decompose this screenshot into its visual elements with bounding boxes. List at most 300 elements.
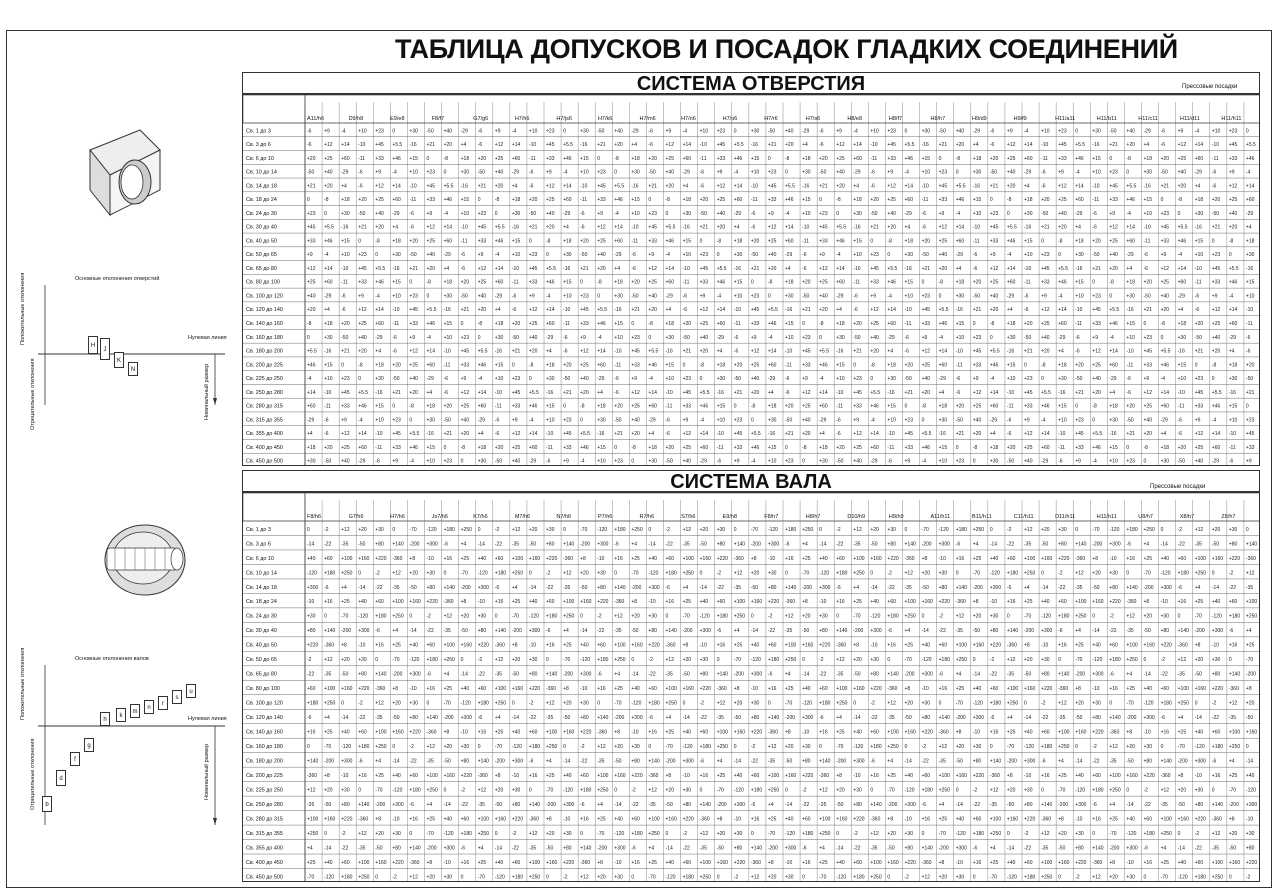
hole-cell-value: +20 xyxy=(802,279,811,286)
shaft-cell-value: +60 xyxy=(1092,773,1101,780)
hole-cell-value: +5.5 xyxy=(1245,142,1256,149)
hole-cell-value: -11 xyxy=(614,362,622,369)
shaft-cell-value: -120 xyxy=(1160,570,1171,577)
shaft-cell-value: -35 xyxy=(648,801,656,808)
hole-cell-value: +33 xyxy=(938,197,948,204)
shaft-cell-value: +25 xyxy=(1075,642,1084,649)
hole-cell-value: +10 xyxy=(853,252,862,259)
shaft-cell-value: -360 xyxy=(836,642,847,649)
shaft-cell-value: -6 xyxy=(972,845,978,852)
shaft-cell-value: -14 xyxy=(341,715,349,722)
shaft-cell-value: +250 xyxy=(648,830,660,837)
hole-cell-value: +40 xyxy=(938,252,948,259)
hole-cell-value: +25 xyxy=(375,197,384,204)
hole-cell-value: +60 xyxy=(870,444,879,451)
shaft-cell-value: 0 xyxy=(528,570,532,577)
shaft-cell-value: +100 xyxy=(375,729,387,736)
shaft-cell-value: +60 xyxy=(1177,555,1187,562)
hole-cell-value: +18 xyxy=(938,403,948,410)
hole-cell-value: 0 xyxy=(426,293,430,300)
shaft-cell-value: +40 xyxy=(665,859,674,866)
hole-cell-value: -10 xyxy=(836,389,844,396)
hole-size-label: Св. 14 до 18 xyxy=(246,183,277,190)
shaft-cell-value: -22 xyxy=(477,671,485,678)
shaft-cell-value: +250 xyxy=(307,830,319,837)
hole-cell-value: -50 xyxy=(1177,458,1185,465)
hole-cell-value: 0 xyxy=(938,293,942,300)
shaft-cell-value: 0 xyxy=(597,700,600,707)
hole-cell-value: -4 xyxy=(716,293,722,300)
hole-cell-value: +21 xyxy=(870,224,879,231)
shaft-cell-value: +12 xyxy=(494,657,504,664)
shaft-cell-value: +20 xyxy=(1211,526,1221,533)
shaft-cell-value: +250 xyxy=(631,526,643,533)
hole-cell-value: +45 xyxy=(767,183,777,190)
hole-cell-value: -11 xyxy=(358,155,366,162)
hole-cell-value: +20 xyxy=(682,320,692,327)
hole-cell-value: -6 xyxy=(580,210,585,217)
shaft-cell-value: +40 xyxy=(580,642,589,649)
hole-cell-value: +40 xyxy=(341,458,350,465)
shaft-cell-value: +250 xyxy=(1177,700,1189,707)
hole-cell-value: +20 xyxy=(785,142,794,149)
hole-cell-value: +12 xyxy=(716,183,726,190)
shaft-cell-value: +80 xyxy=(1143,758,1152,765)
hole-cell-value: -29 xyxy=(460,128,468,135)
shaft-cell-value: -6 xyxy=(1006,584,1012,591)
hole-cell-value: +23 xyxy=(682,376,692,383)
shaft-cell-value: -70 xyxy=(682,613,690,620)
shaft-cell-value: +16 xyxy=(580,816,589,823)
hole-cell-value: +18 xyxy=(511,197,521,204)
hole-cell-value: +25 xyxy=(665,155,674,162)
hole-cell-value: +15 xyxy=(767,444,777,451)
hole-cell-value: +20 xyxy=(409,238,418,245)
hole-cell-value: -16 xyxy=(1092,142,1100,149)
hole-cell-value: -29 xyxy=(1143,128,1151,135)
shaft-cell-value: +100 xyxy=(1211,859,1224,866)
hole-cell-value: +46 xyxy=(494,238,504,245)
hole-cell-value: +14 xyxy=(1075,183,1084,190)
shaft-cell-value: +250 xyxy=(528,874,541,881)
shaft-cell-value: -35 xyxy=(1006,671,1015,678)
shaft-cell-value: +60 xyxy=(836,555,845,562)
shaft-cell-value: -200 xyxy=(511,628,522,635)
shaft-cell-value: +30 xyxy=(511,787,521,794)
hole-cell-value: +30 xyxy=(938,417,948,424)
hole-cell-value: -11 xyxy=(341,279,349,286)
shaft-cell-value: +80 xyxy=(938,584,948,591)
shaft-cell-value: -22 xyxy=(358,715,366,722)
hole-cell-value: -29 xyxy=(1126,252,1134,259)
shaft-letter-s: s xyxy=(172,690,182,704)
shaft-cell-value: +300 xyxy=(1126,845,1138,852)
hole-cell-value: 0 xyxy=(1211,376,1215,383)
shaft-cell-value: -120 xyxy=(904,787,915,794)
hole-cell-value: +21 xyxy=(1126,431,1135,438)
hole-size-label: Св. 315 до 355 xyxy=(246,417,283,424)
hole-cell-value: +21 xyxy=(528,224,538,231)
hole-cell-value: -11 xyxy=(1041,155,1048,162)
shaft-cell-value: -22 xyxy=(870,715,878,722)
hole-cell-value: +25 xyxy=(1092,362,1101,369)
hole-cell-value: +9 xyxy=(665,128,672,135)
hole-cell-value: -16 xyxy=(1109,431,1117,438)
shaft-cell-value: +300 xyxy=(443,845,455,852)
hole-cell-value: +14 xyxy=(699,431,709,438)
hole-cell-value: +45 xyxy=(1160,224,1170,231)
hole-cell-value: +20 xyxy=(785,403,794,410)
hole-cell-value: +9 xyxy=(528,293,535,300)
hole-cell-value: +25 xyxy=(477,279,487,286)
hole-cell-value: +12 xyxy=(597,224,606,231)
shaft-cell-value: +250 xyxy=(733,613,746,620)
hole-cell-value: +5.5 xyxy=(785,183,795,190)
shaft-cell-value: +12 xyxy=(426,744,435,751)
shaft-cell-value: +12 xyxy=(1109,744,1118,751)
hole-cell-value: +20 xyxy=(528,348,538,355)
hole-cell-value: +23 xyxy=(460,334,470,341)
hole-cell-value: -10 xyxy=(665,389,673,396)
shaft-cell-value: -35 xyxy=(938,758,946,765)
shaft-cell-value: +80 xyxy=(1075,845,1084,852)
hole-cell-value: +20 xyxy=(460,431,470,438)
shaft-cell-value: +250 xyxy=(699,874,711,881)
shaft-cell-value: -70 xyxy=(1109,830,1117,837)
shaft-cell-value: -70 xyxy=(631,570,639,577)
hole-cell-value: +15 xyxy=(460,197,470,204)
hole-cell-value: +14 xyxy=(1058,307,1067,314)
shaft-cell-value: -35 xyxy=(767,758,776,765)
shaft-cell-value: +80 xyxy=(580,715,589,722)
hole-cell-value: +9 xyxy=(1075,458,1081,465)
hole-cell-value: -50 xyxy=(1211,210,1220,217)
hole-cell-value: -29 xyxy=(426,376,434,383)
hole-cell-value: -6 xyxy=(631,265,636,272)
hole-cell-value: +18 xyxy=(1075,238,1084,245)
hole-cell-value: +20 xyxy=(1126,142,1135,149)
hole-cell-value: +20 xyxy=(358,197,367,204)
hole-cell-value: +21 xyxy=(1143,307,1152,314)
shaft-cell-value: 0 xyxy=(1006,613,1010,620)
hole-cell-value: +15 xyxy=(733,279,743,286)
shaft-cell-value: +4 xyxy=(1075,628,1081,635)
shaft-cell-value: +160 xyxy=(682,686,694,693)
shaft-cell-value: +40 xyxy=(1211,599,1221,606)
hole-cell-value: -6 xyxy=(494,431,500,438)
hole-cell-value: +9 xyxy=(1194,417,1201,424)
shaft-cell-value: -35 xyxy=(392,584,400,591)
hole-cell-value: +25 xyxy=(648,279,657,286)
shaft-cell-value: +16 xyxy=(597,686,606,693)
shaft-cell-value: +100 xyxy=(392,599,404,606)
shaft-cell-value: +40 xyxy=(392,773,401,780)
hole-cell-value: -29 xyxy=(443,252,451,259)
hole-cell-value: +46 xyxy=(443,197,453,204)
hole-cell-value: +12 xyxy=(819,265,828,272)
hole-cell-value: +21 xyxy=(819,183,828,190)
shaft-cell-value: -6 xyxy=(836,584,841,591)
shaft-cell-value: -14 xyxy=(648,541,656,548)
shaft-cell-value: 0 xyxy=(1058,874,1061,881)
hole-cell-value: 0 xyxy=(955,169,959,176)
hole-fit-header: H8/h7 xyxy=(930,116,946,122)
shaft-cell-value: -22 xyxy=(972,801,981,808)
hole-cell-value: +4 xyxy=(972,142,979,149)
shaft-cell-value: -360 xyxy=(528,816,539,823)
hole-cell-value: +33 xyxy=(682,403,692,410)
hole-cell-value: +15 xyxy=(972,197,982,204)
hole-cell-value: +14 xyxy=(341,142,350,149)
shaft-cell-value: +60 xyxy=(1160,686,1170,693)
hole-cell-value: 0 xyxy=(324,210,327,217)
hole-cell-value: +4 xyxy=(836,307,842,314)
hole-fit-header: G7/g6 xyxy=(473,116,489,122)
shaft-cell-value: +25 xyxy=(853,599,862,606)
shaft-cell-value: +140 xyxy=(699,801,711,808)
shaft-cell-value: +80 xyxy=(819,628,828,635)
hole-cell-value: -6 xyxy=(682,307,688,314)
shaft-cell-value: +100 xyxy=(785,642,797,649)
hole-cell-value: +10 xyxy=(1194,252,1204,259)
hole-cell-value: +60 xyxy=(511,155,521,162)
shaft-cell-value: +4 xyxy=(375,758,381,765)
hole-cell-value: +30 xyxy=(1228,376,1238,383)
shaft-cell-value: +180 xyxy=(1160,700,1172,707)
shaft-cell-value: +220 xyxy=(1194,816,1206,823)
shaft-cell-value: -360 xyxy=(409,859,420,866)
shaft-cell-value: -35 xyxy=(1177,671,1185,678)
hole-cell-value: +10 xyxy=(836,376,845,383)
shaft-cell-value: +4 xyxy=(648,845,655,852)
shaft-cell-value: +4 xyxy=(1006,715,1013,722)
shaft-cell-value: +30 xyxy=(477,613,487,620)
shaft-cell-value: 0 xyxy=(1075,526,1078,533)
hole-cell-value: -29 xyxy=(528,458,537,465)
hole-cell-value: -16 xyxy=(938,431,946,438)
shaft-cell-value: 0 xyxy=(1177,830,1181,837)
hole-cell-value: +33 xyxy=(1194,403,1204,410)
shaft-cell-value: +300 xyxy=(870,628,882,635)
shaft-cell-value: +140 xyxy=(563,541,575,548)
shaft-cell-value: -50 xyxy=(546,845,554,852)
shaft-cell-value: +8 xyxy=(802,599,808,606)
hole-cell-value: -6 xyxy=(904,348,909,355)
hole-cell-value: +21 xyxy=(904,389,913,396)
hole-cell-value: +12 xyxy=(1092,348,1101,355)
hole-cell-value: 0 xyxy=(1058,252,1061,259)
hole-cell-value: +18 xyxy=(904,238,913,245)
hole-cell-value: +20 xyxy=(921,389,931,396)
shaft-cell-value: +20 xyxy=(358,526,367,533)
shaft-cell-value: +25 xyxy=(887,773,896,780)
hole-cell-value: -11 xyxy=(1092,197,1100,204)
hole-cell-value: 0 xyxy=(631,458,635,465)
shaft-cell-value: -120 xyxy=(358,613,369,620)
hole-cell-value: +4 xyxy=(1177,307,1184,314)
shaft-cell-value: +30 xyxy=(716,526,726,533)
shaft-cell-value: +12 xyxy=(580,874,589,881)
shaft-cell-value: +140 xyxy=(1245,541,1258,548)
hole-cell-value: -50 xyxy=(426,128,434,135)
shaft-cell-value: +4 xyxy=(1245,628,1252,635)
hole-cell-value: +23 xyxy=(1194,376,1204,383)
shaft-cell-value: -14 xyxy=(1245,758,1254,765)
shaft-cell-value: -200 xyxy=(938,845,949,852)
shaft-cell-value: 0 xyxy=(307,526,310,533)
shaft-cell-value: +100 xyxy=(1006,686,1019,693)
hole-cell-value: +21 xyxy=(989,183,999,190)
shaft-cell-value: -200 xyxy=(1228,801,1239,808)
hole-cell-value: +20 xyxy=(665,183,674,190)
hole-cell-value: -29 xyxy=(836,293,844,300)
hole-cell-value: +18 xyxy=(597,403,606,410)
hole-cell-value: +21 xyxy=(1024,348,1033,355)
shaft-cell-value: +80 xyxy=(528,671,538,678)
hole-cell-value: +20 xyxy=(802,431,811,438)
shaft-cell-value: -200 xyxy=(631,584,642,591)
hole-cell-value: +12 xyxy=(665,142,674,149)
hole-cell-value: +46 xyxy=(1228,279,1238,286)
hole-cell-value: +23 xyxy=(443,458,453,465)
hole-cell-value: +14 xyxy=(528,431,538,438)
shaft-cell-value: +250 xyxy=(887,744,899,751)
shaft-cell-value: -50 xyxy=(887,845,895,852)
hole-cell-value: +40 xyxy=(750,376,760,383)
hole-cell-value: -6 xyxy=(1075,348,1080,355)
hole-cell-value: +20 xyxy=(546,224,555,231)
hole-cell-value: +9 xyxy=(989,252,996,259)
shaft-cell-value: 0 xyxy=(1143,657,1147,664)
shaft-cell-value: -200 xyxy=(341,628,352,635)
shaft-cell-value: 0 xyxy=(1075,744,1078,751)
hole-cell-value: -29 xyxy=(1177,293,1185,300)
hole-cell-value: +20 xyxy=(307,155,316,162)
shaft-cell-value: +12 xyxy=(511,526,521,533)
hole-cell-value: +18 xyxy=(853,197,862,204)
hole-cell-value: -6 xyxy=(989,142,995,149)
hole-cell-value: +18 xyxy=(392,238,401,245)
hole-cell-value: -6 xyxy=(1041,183,1046,190)
hole-fit-header: H8/e8 xyxy=(847,116,863,122)
shaft-cell-value: -14 xyxy=(631,671,639,678)
shaft-cell-value: -35 xyxy=(426,758,434,765)
shaft-cell-value: +300 xyxy=(1245,801,1258,808)
shaft-cell-value: +8 xyxy=(1194,642,1201,649)
hole-cell-value: +40 xyxy=(1194,458,1204,465)
hole-cell-value: +5.5 xyxy=(528,389,539,396)
hole-cell-value: -10 xyxy=(1041,142,1049,149)
hole-cell-value: +14 xyxy=(477,389,487,396)
shaft-cell-value: -70 xyxy=(665,744,673,751)
hole-letter-N: N xyxy=(128,362,138,376)
shaft-cell-value: +4 xyxy=(955,671,962,678)
hole-cell-value: +30 xyxy=(989,458,999,465)
shaft-cell-value: +140 xyxy=(597,715,609,722)
shaft-cell-value: +250 xyxy=(836,700,848,707)
shaft-cell-value: -2 xyxy=(546,570,551,577)
shaft-cell-value: +220 xyxy=(477,642,489,649)
hole-cell-value: +5.5 xyxy=(392,142,403,149)
shaft-cell-value: -360 xyxy=(955,599,966,606)
shaft-cell-value: -14 xyxy=(1126,801,1134,808)
shaft-cell-value: +60 xyxy=(358,729,367,736)
hole-cell-value: -4 xyxy=(528,417,534,424)
shaft-cell-value: -6 xyxy=(375,628,380,635)
shaft-cell-value: +140 xyxy=(528,801,541,808)
hole-cell-value: 0 xyxy=(341,362,344,369)
hole-cell-value: +15 xyxy=(511,238,521,245)
hole-cell-value: 0 xyxy=(460,320,464,327)
shaft-cell-value: +4 xyxy=(341,584,347,591)
shaft-cell-value: +140 xyxy=(989,758,1002,765)
shaft-cell-value: +4 xyxy=(1228,758,1235,765)
shaft-cell-value: +100 xyxy=(989,816,1002,823)
shaft-letter-h: h xyxy=(100,712,110,726)
shaft-cell-value: -200 xyxy=(716,801,727,808)
hole-cell-value: 0 xyxy=(955,444,959,451)
hole-cell-value: 0 xyxy=(1092,279,1096,286)
hole-cell-value: -10 xyxy=(972,224,981,231)
shaft-cell-value: -70 xyxy=(409,526,417,533)
shaft-cell-value: -50 xyxy=(443,758,451,765)
hole-cell-value: -50 xyxy=(307,169,315,176)
hole-cell-value: +45 xyxy=(341,389,350,396)
shaft-cell-value: +30 xyxy=(1160,613,1170,620)
hole-cell-value: +45 xyxy=(1092,307,1101,314)
shaft-cell-value: -14 xyxy=(1006,845,1015,852)
shaft-positive-label: Положительные отклонения xyxy=(20,647,26,720)
shaft-cell-value: -2 xyxy=(375,570,380,577)
hole-cell-value: +20 xyxy=(324,183,333,190)
hole-cell-value: -4 xyxy=(1024,128,1029,135)
shaft-cell-value: +300 xyxy=(972,715,985,722)
hole-cell-value: -6 xyxy=(528,169,534,176)
hole-cell-value: +5.5 xyxy=(580,431,591,438)
shaft-cell-value: +40 xyxy=(307,555,316,562)
shaft-cell-value: 0 xyxy=(989,526,993,533)
hole-size-label: Св. 18 до 24 xyxy=(246,197,277,204)
hole-cell-value: +40 xyxy=(699,334,709,341)
shaft-cell-value: 0 xyxy=(1211,570,1215,577)
hole-cell-value: 0 xyxy=(563,403,566,410)
shaft-cell-value: -2 xyxy=(324,526,329,533)
hole-cell-value: +60 xyxy=(767,362,777,369)
shaft-cell-value: -200 xyxy=(1245,671,1256,678)
shaft-cell-value: -360 xyxy=(870,816,881,823)
hole-cell-value: +4 xyxy=(802,142,808,149)
shaft-cell-value: +16 xyxy=(887,642,896,649)
hole-cell-value: -8 xyxy=(494,197,500,204)
hole-cell-value: -6 xyxy=(648,142,653,149)
shaft-cell-value: +30 xyxy=(546,526,555,533)
hole-cell-value: +9 xyxy=(1143,376,1150,383)
shaft-cell-value: -14 xyxy=(563,758,571,765)
hole-cell-value: +5.5 xyxy=(1211,389,1222,396)
shaft-cell-value: -22 xyxy=(767,628,776,635)
hole-size-label: Св. 1 до 3 xyxy=(246,128,271,135)
shaft-cell-value: -200 xyxy=(1194,628,1205,635)
hole-cell-value: +9 xyxy=(358,293,364,300)
hole-cell-value: +20 xyxy=(1041,197,1050,204)
hole-size-label: Св. 160 до 180 xyxy=(246,334,283,341)
hole-cell-value: +40 xyxy=(597,252,606,259)
hole-cell-value: -8 xyxy=(358,362,363,369)
shaft-cell-value: +30 xyxy=(785,874,794,881)
hole-cell-value: +18 xyxy=(1245,238,1255,245)
shaft-cell-value: +60 xyxy=(528,729,538,736)
hole-cell-value: -16 xyxy=(392,265,400,272)
